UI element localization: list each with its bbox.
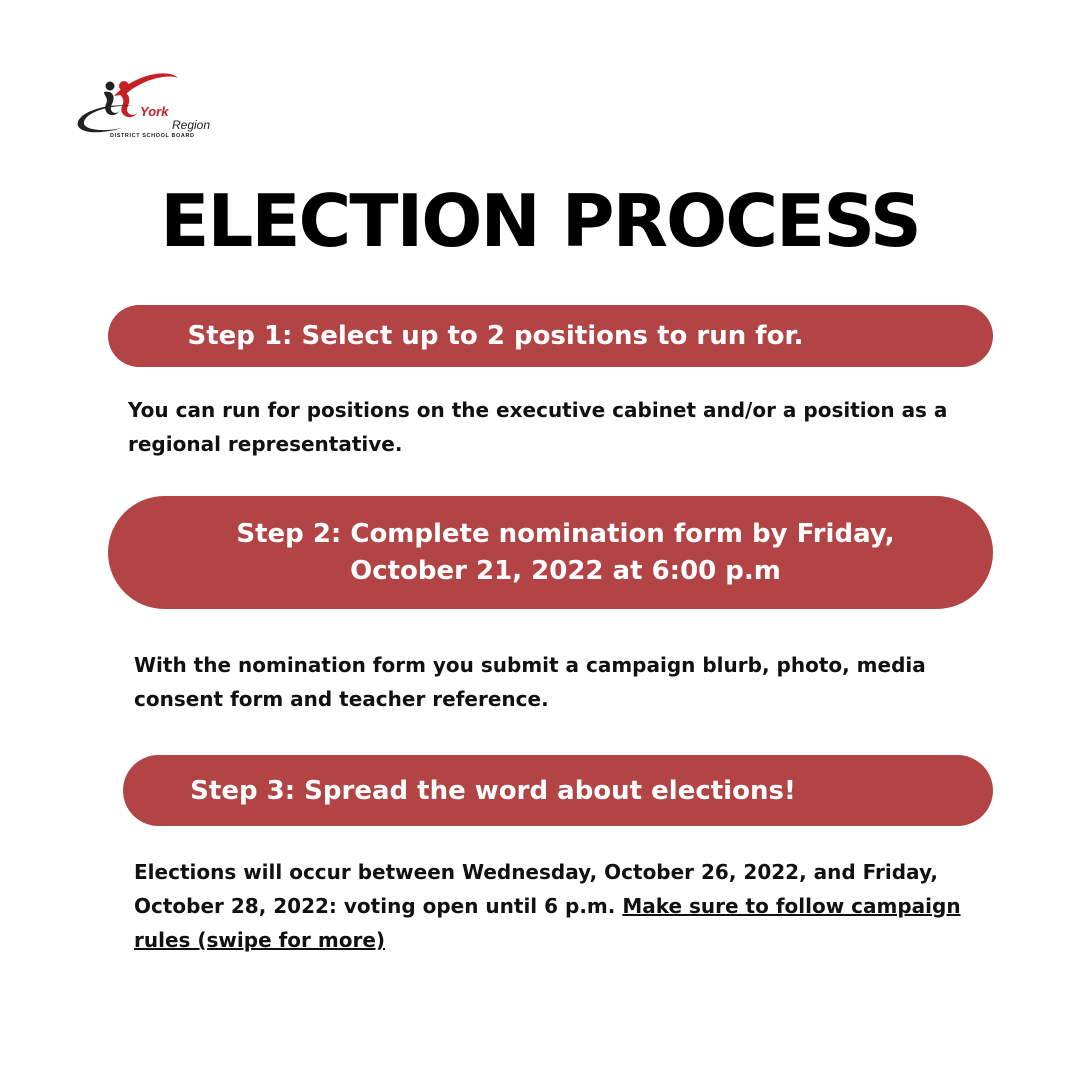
step-3-heading: Step 3: Spread the word about elections! <box>190 775 796 806</box>
step-1-description: You can run for positions on the executive cabinet and/or a position as a regional representative. <box>128 398 948 456</box>
step-2-heading-line-2: October 21, 2022 at 6:00 p.m <box>350 555 781 586</box>
step-2-description: With the nomination form you submit a campaign blurb, photo, media consent form and teacher reference. <box>134 653 926 711</box>
campaign-rules-link[interactable]: Make sure to follow campaign rules (swipe for more) <box>134 894 961 952</box>
step-2-heading-line-1: Step 2: Complete nomination form by Friday, <box>236 518 895 549</box>
step-3-body-text: Elections will occur between Wednesday, October 26, 2022, and Friday, October 28, 2022: voting open until 6 p.m. <box>134 860 939 918</box>
step-3-description <box>134 855 994 957</box>
york-region-logo <box>74 66 214 146</box>
step-1-heading: Step 1: Select up to 2 positions to run for. <box>187 321 804 351</box>
page-title: ELECTION PROCESS <box>160 179 920 263</box>
step-2-banner <box>108 496 993 609</box>
logo-board-text: DISTRICT SCHOOL BOARD <box>110 133 195 139</box>
step-3-banner <box>123 755 993 826</box>
step-1-banner <box>108 305 993 367</box>
logo-region-text: Region <box>172 118 211 132</box>
logo-york-text: York <box>140 104 169 119</box>
